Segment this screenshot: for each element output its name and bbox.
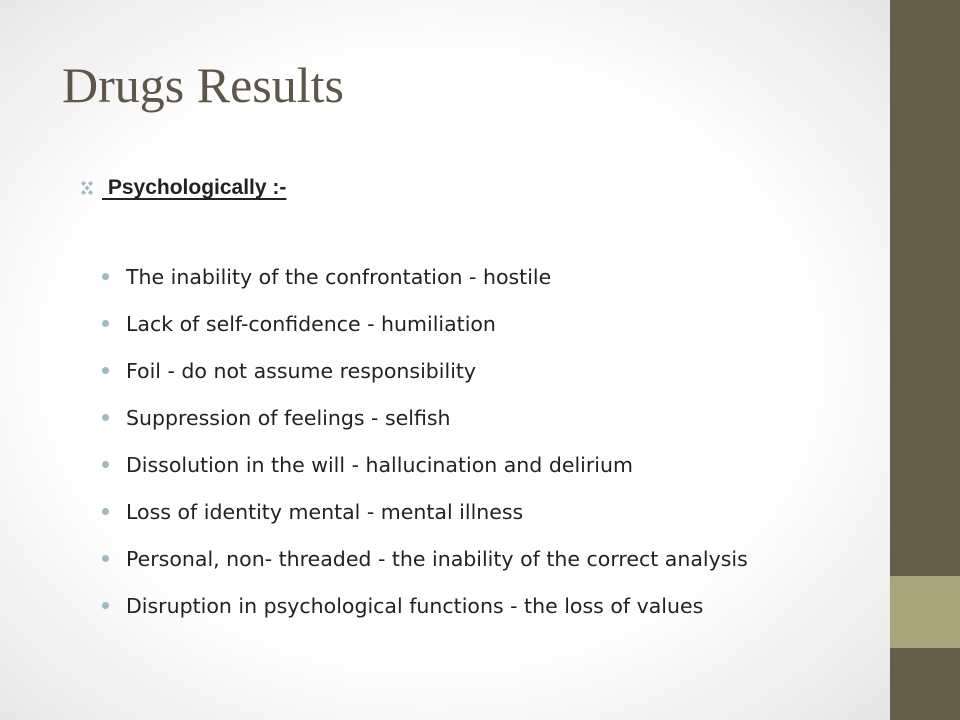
bullet-text: Lack of self-confidence - humiliation	[126, 312, 496, 336]
bullet-dot-icon	[102, 602, 109, 609]
bullet-text: Dissolution in the will - hallucination and delirium	[126, 453, 633, 477]
bullet-dot-icon	[102, 555, 109, 562]
bullet-item	[102, 403, 862, 433]
bullet-dot-icon	[102, 273, 109, 280]
bullet-item	[102, 262, 862, 292]
bullet-dot-icon	[102, 461, 109, 468]
bullet-text: Disruption in psychological functions - the loss of values	[126, 594, 704, 618]
bullet-text: Foil - do not assume responsibility	[126, 359, 477, 383]
subheading	[80, 176, 286, 200]
sidebar-dark-band-top	[890, 0, 960, 576]
bullet-text: The inability of the confrontation - hostile	[126, 265, 552, 289]
bullet-dot-icon	[102, 367, 109, 374]
bullet-item	[102, 591, 862, 621]
bullet-dot-icon	[102, 320, 109, 327]
sidebar-light-band	[890, 576, 960, 648]
bullet-item	[102, 497, 862, 527]
subheading-text: Psychologically :-	[102, 176, 287, 199]
bullet-item	[102, 309, 862, 339]
bullet-item	[102, 450, 862, 480]
bullet-dot-icon	[102, 414, 109, 421]
diamond-bullet-icon	[80, 181, 94, 195]
sidebar-dark-band-bottom	[890, 648, 960, 720]
bullet-item	[102, 356, 862, 386]
bullet-text: Suppression of feelings - selfish	[126, 406, 451, 430]
bullet-text: Loss of identity mental - mental illness	[126, 500, 524, 524]
bullet-item	[102, 544, 862, 574]
slide-title: Drugs Results	[62, 57, 344, 113]
bullet-list	[102, 262, 862, 638]
bullet-text: Personal, non- threaded - the inability of the correct analysis	[126, 547, 748, 571]
bullet-dot-icon	[102, 508, 109, 515]
